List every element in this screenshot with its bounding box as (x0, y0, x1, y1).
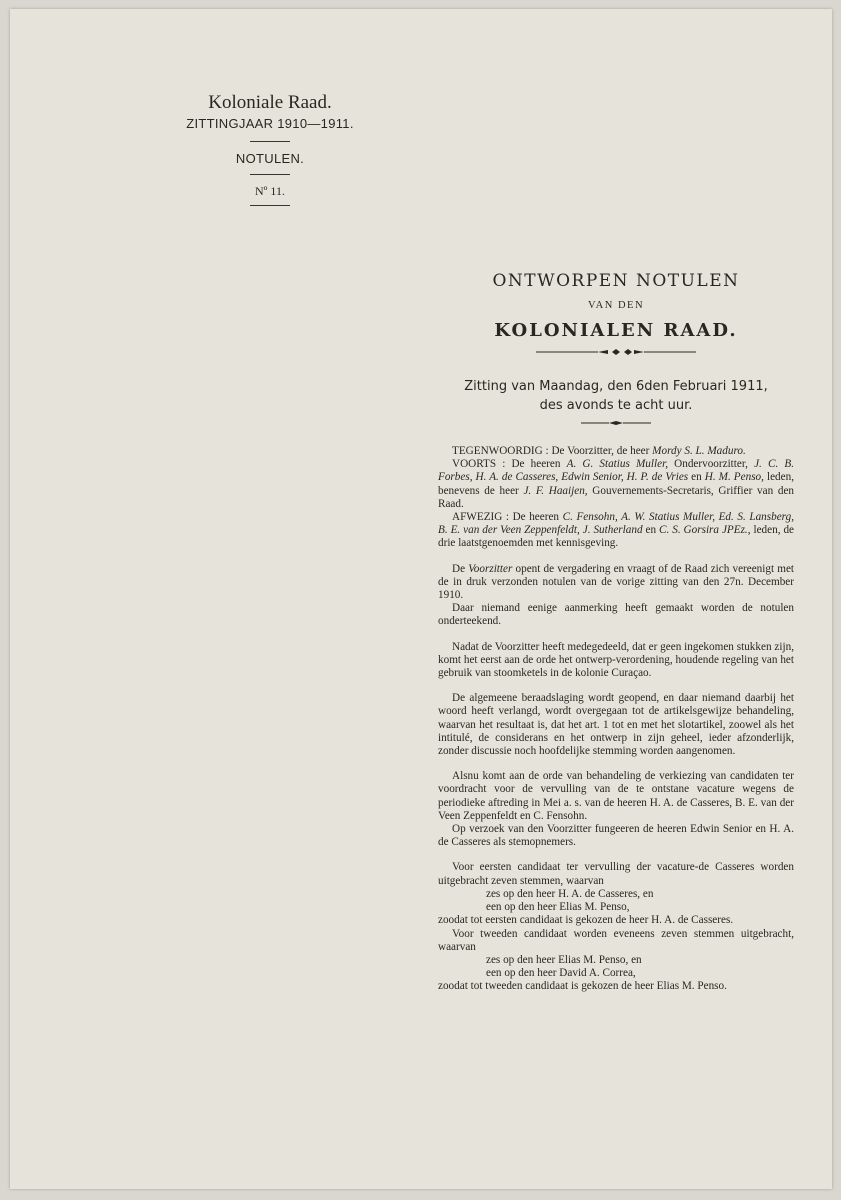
minutes-body (438, 445, 794, 994)
vote-line: zes op den heer H. A. de Casseres, en (486, 887, 654, 900)
section-label: NOTULEN. (235, 151, 305, 166)
second-candidate-result: zoodat tot tweeden candidaat is gekozen de heer Elias M. Penso. (438, 980, 727, 993)
divider (250, 141, 290, 142)
session-year: ZITTINGJAAR 1910—1911. (186, 116, 354, 131)
council-title: Koloniale Raad. (208, 92, 332, 113)
divider (250, 205, 290, 206)
heading-line-3: KOLONIALEN RAAD. (494, 320, 738, 341)
paragraph-election: Alsnu komt aan de orde van behandeling de verkiezing van candidaten ter voordracht voor de vervulling van de te ontstane vacature wegens de periodieke aftreding in Mei a. s. van de heeren H. A. de Casseres, B. E. van der Veen Zeppenfeldt en C. Fensohn. (438, 770, 794, 822)
heading-line-1: ONTWORPEN NOTULEN (492, 271, 740, 291)
ornament-divider-icon (536, 347, 696, 357)
paragraph-second-candidate: Voor tweeden candidaat worden eveneens zeven stemmen uitgebracht, waarvan (438, 927, 794, 953)
left-header (130, 91, 410, 214)
paragraph-first-candidate: Voor eersten candidaat ter vervulling der vacature-de Casseres worden uitgebracht zeven stemmen, waarvan (438, 861, 794, 887)
vote-line: een op den heer Elias M. Penso, (486, 901, 630, 914)
vote-line: zes op den heer Elias M. Penso, en (486, 953, 642, 966)
paragraph-deliberation: De algemeene beraadslaging wordt geopend, en daar niemand daarbij het woord heeft verlangd, wordt overgegaan tot de artikelsgewijze behandeling, waarvan het resultaat is, dat het art. 1 tot en met het slotartikel, zoowel als het intitulé, de considerans en het ontwerp in zijn geheel, ieder afzonderlijk, zonder discussie noch hoofdelijke stemming worden aangenomen. (438, 692, 794, 758)
first-candidate-result: zoodat tot eersten candidaat is gekozen de heer H. A. de Casseres. (438, 914, 734, 927)
document-heading (438, 269, 794, 357)
main-column (438, 269, 794, 994)
attendance-present: TEGENWOORDIG : De Voorzitter, de heer Mordy S. L. Maduro. (452, 445, 746, 457)
session-info (438, 377, 794, 415)
attendance-absent: AFWEZIG : De heeren C. Fensohn, A. W. Statius Muller, Ed. S. Lansberg, B. E. van der Veen Zeppenfeldt, J. Sutherland en C. S. Gorsira JPEz., leden, de drie laatstgenoemden met kennisgeving. (438, 511, 795, 550)
paragraph-tellers: Op verzoek van den Voorzitter fungeeren de heeren Edwin Senior en H. A. de Casseres als stemopnemers. (438, 823, 794, 849)
attendance-also: VOORTS : De heeren A. G. Statius Muller, Ondervoorzitter, J. C. B. Forbes, H. A. de Casseres, Edwin Senior, H. P. de Vries en H. M. Penso, leden, benevens de heer J. F. Haaijen, Gouvernements-Secretaris, Griffier van den Raad. (438, 458, 795, 510)
paragraph-agenda: Nadat de Voorzitter heeft medegedeeld, dat er geen ingekomen stukken zijn, komt het eerst aan de orde het ontwerp-verordening, houdende regeling van het gebruik van stoomketels in de kolonie Curaçao. (438, 640, 794, 680)
divider (250, 174, 290, 175)
document-page (10, 9, 832, 1189)
small-ornament-icon (581, 419, 651, 427)
paragraph-minutes-signed: Daar niemand eenige aanmerking heeft gemaakt worden de notulen onderteekend. (438, 602, 794, 628)
session-line-1: Zitting van Maandag, den 6den Februari 1911, (464, 379, 768, 394)
document-number: Nº 11. (255, 184, 285, 198)
session-line-2: des avonds te acht uur. (539, 398, 693, 413)
paragraph-opening: De Voorzitter opent de vergadering en vraagt of de Raad zich vereenigt met de in druk verzonden notulen van de vorige zitting van den 27n. December 1910. (438, 562, 795, 602)
heading-line-2: VAN DEN (587, 300, 645, 311)
vote-line: een op den heer David A. Correa, (486, 967, 636, 980)
